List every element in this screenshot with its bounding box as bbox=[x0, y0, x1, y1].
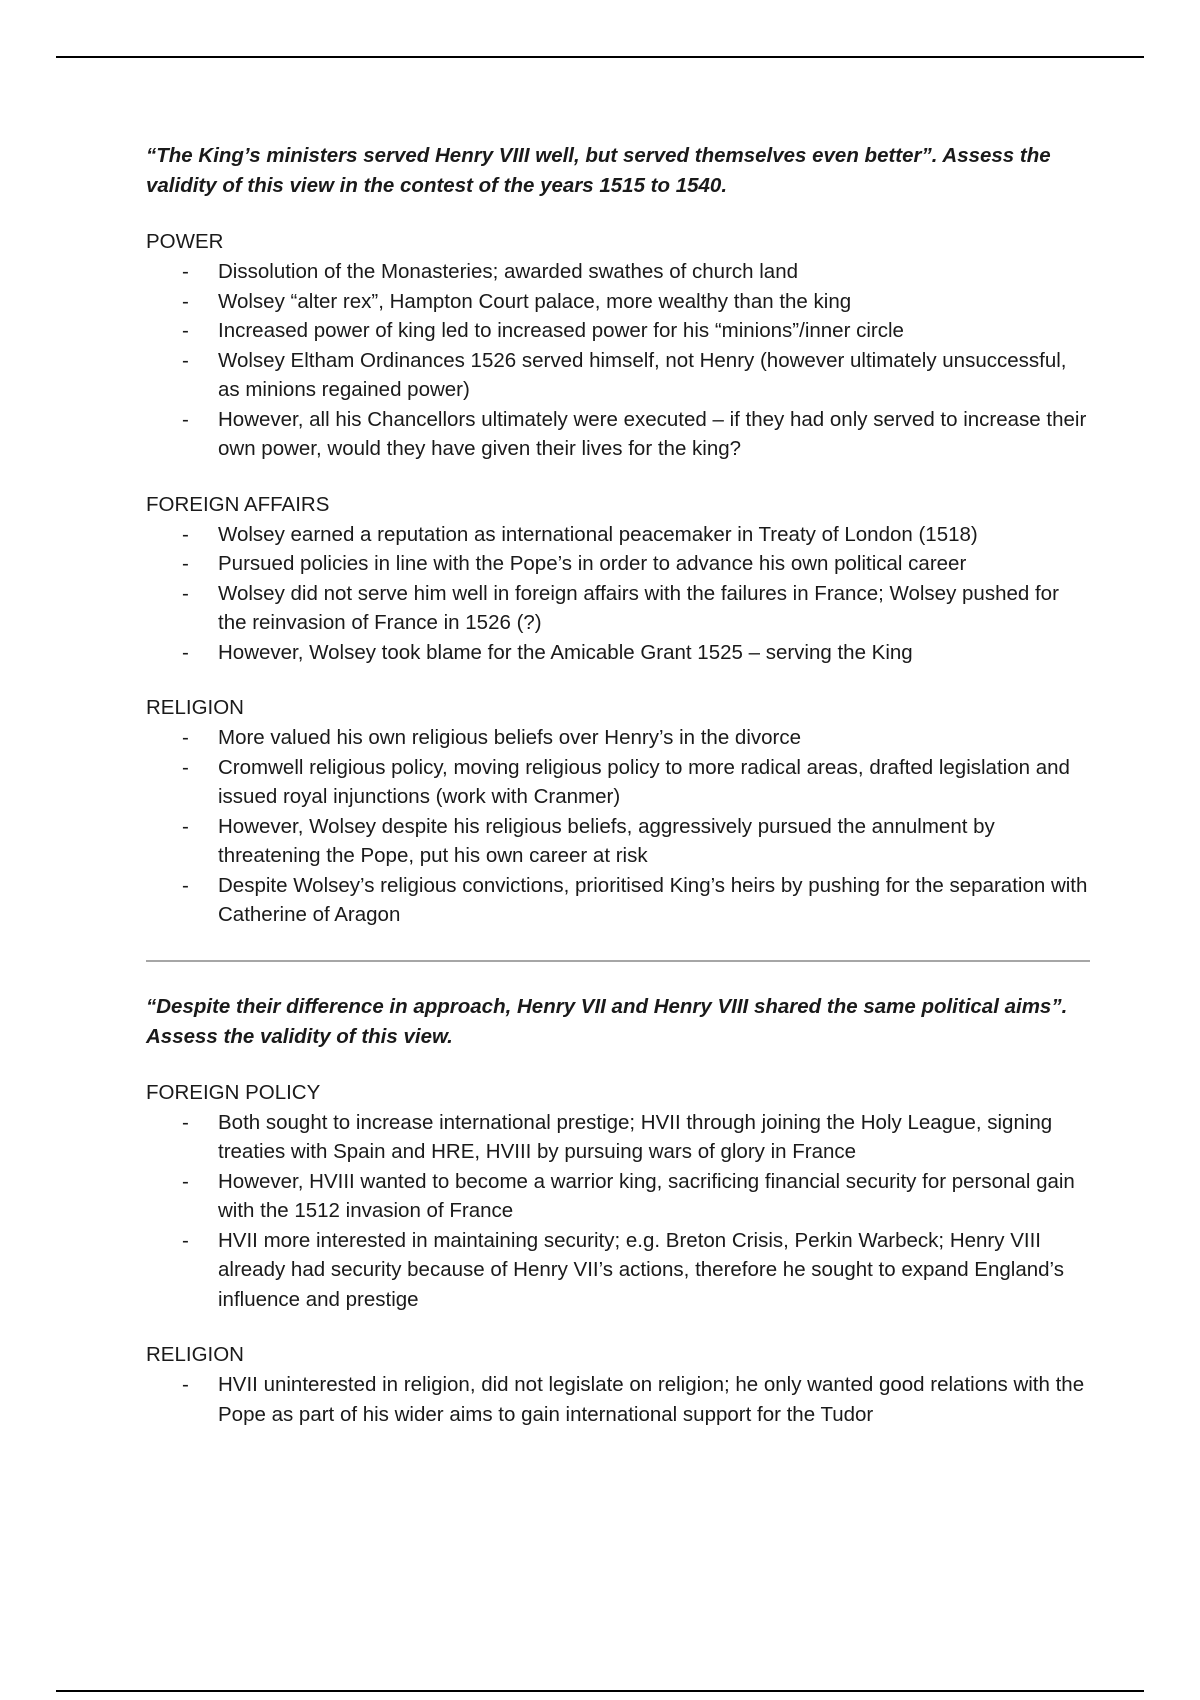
list-item bbox=[146, 723, 1090, 753]
list-item-text: Despite Wolsey’s religious convictions, prioritised King’s heirs by pushing for the separation with Catherine of Aragon bbox=[218, 873, 1088, 926]
essay-2 bbox=[146, 992, 1090, 1430]
list-item bbox=[146, 287, 1090, 317]
list-item-text: Dissolution of the Monasteries; awarded swathes of church land bbox=[218, 260, 799, 283]
list-item bbox=[146, 1108, 1090, 1167]
bullet-dash: - bbox=[182, 289, 189, 313]
list-item bbox=[146, 812, 1090, 871]
list-item bbox=[146, 520, 1090, 550]
bullet-list bbox=[146, 723, 1090, 930]
bottom-page-rule bbox=[56, 1690, 1144, 1692]
list-item bbox=[146, 753, 1090, 812]
section-heading: RELIGION bbox=[146, 696, 244, 719]
bullet-dash: - bbox=[182, 522, 189, 546]
top-page-rule bbox=[56, 56, 1144, 58]
bullet-dash: - bbox=[182, 1110, 189, 1134]
list-item-text: However, Wolsey took blame for the Amicable Grant 1525 – serving the King bbox=[218, 640, 913, 664]
bullet-dash: - bbox=[182, 581, 189, 605]
section-heading: FOREIGN POLICY bbox=[146, 1080, 321, 1104]
section-heading: POWER bbox=[146, 230, 224, 253]
list-item-text: However, all his Chancellors ultimately were executed – if they had only served to increase their own power, would they have given their lives for the king? bbox=[218, 407, 1087, 460]
bullet-dash: - bbox=[182, 726, 189, 749]
essay-1-section-power bbox=[146, 227, 1090, 464]
section-heading: RELIGION bbox=[146, 1343, 244, 1366]
list-item-text: Cromwell religious policy, moving religious policy to more radical areas, drafted legislation and issued royal injunctions (work with Cranmer) bbox=[218, 755, 1070, 808]
essay-1-question: “The King’s ministers served Henry VIII well, but served themselves even better”. Assess the validity of this view in the contest of the years 1515 to 1540. bbox=[146, 144, 1051, 197]
list-item bbox=[146, 316, 1090, 346]
bullet-dash: - bbox=[182, 640, 189, 664]
essay-2-section-religion bbox=[146, 1340, 1090, 1429]
list-item-text: Both sought to increase international prestige; HVII through joining the Holy League, signing treaties with Spain and HRE, HVIII by pursuing wars of glory in France bbox=[218, 1110, 1053, 1163]
bullet-dash: - bbox=[182, 873, 189, 897]
bullet-dash: - bbox=[182, 407, 189, 431]
bullet-dash: - bbox=[182, 319, 189, 342]
bullet-list bbox=[146, 257, 1090, 464]
bullet-dash: - bbox=[182, 814, 189, 838]
bullet-dash: - bbox=[182, 1228, 189, 1252]
list-item-text: Pursued policies in line with the Pope’s in order to advance his own political career bbox=[218, 552, 967, 575]
bullet-list bbox=[146, 520, 1090, 668]
essay-2-question: “Despite their difference in approach, Henry VII and Henry VIII shared the same political aims”. Assess the validity of this view. bbox=[146, 994, 1068, 1048]
essay-1-section-religion bbox=[146, 693, 1090, 930]
list-item-text: Wolsey “alter rex”, Hampton Court palace, more wealthy than the king bbox=[218, 289, 852, 313]
list-item bbox=[146, 257, 1090, 287]
bullet-dash: - bbox=[182, 1169, 189, 1193]
bullet-dash: - bbox=[182, 260, 189, 283]
list-item bbox=[146, 405, 1090, 464]
bullet-dash: - bbox=[182, 755, 189, 779]
bullet-dash: - bbox=[182, 1373, 189, 1396]
bullet-list bbox=[146, 1370, 1090, 1429]
list-item bbox=[146, 549, 1090, 579]
list-item-text: Wolsey earned a reputation as international peacemaker in Treaty of London (1518) bbox=[218, 522, 978, 546]
list-item-text: Increased power of king led to increased power for his “minions”/inner circle bbox=[218, 319, 904, 342]
list-item-text: HVII uninterested in religion, did not legislate on religion; he only wanted good relations with the Pope as part of his wider aims to gain international support for the Tudor bbox=[218, 1373, 1085, 1426]
section-divider bbox=[146, 960, 1090, 962]
essay-2-section-foreign-policy bbox=[146, 1078, 1090, 1315]
list-item-text: However, HVIII wanted to become a warrior king, sacrificing financial security for personal gain with the 1512 invasion of France bbox=[218, 1169, 1075, 1222]
list-item-text: HVII more interested in maintaining security; e.g. Breton Crisis, Perkin Warbeck; Henry VIII already had security because of Henry VII’s actions, therefore he sought to expand England’s influence and prestige bbox=[218, 1228, 1064, 1311]
document-body bbox=[146, 141, 1090, 1429]
list-item bbox=[146, 1167, 1090, 1226]
bullet-dash: - bbox=[182, 552, 189, 575]
list-item bbox=[146, 346, 1090, 405]
list-item bbox=[146, 579, 1090, 638]
section-heading: FOREIGN AFFAIRS bbox=[146, 492, 330, 516]
essay-1 bbox=[146, 141, 1090, 930]
list-item-text: However, Wolsey despite his religious beliefs, aggressively pursued the annulment by threatening the Pope, put his own career at risk bbox=[218, 814, 995, 867]
essay-1-section-foreign-affairs bbox=[146, 490, 1090, 668]
list-item bbox=[146, 871, 1090, 930]
list-item-text: Wolsey did not serve him well in foreign affairs with the failures in France; Wolsey pushed for the reinvasion of France in 1526 (?) bbox=[218, 581, 1059, 634]
list-item-text: More valued his own religious beliefs over Henry’s in the divorce bbox=[218, 726, 802, 749]
list-item bbox=[146, 638, 1090, 668]
bullet-dash: - bbox=[182, 348, 189, 372]
list-item bbox=[146, 1370, 1090, 1429]
bullet-list bbox=[146, 1108, 1090, 1315]
list-item bbox=[146, 1226, 1090, 1315]
list-item-text: Wolsey Eltham Ordinances 1526 served himself, not Henry (however ultimately unsuccessful, as minions regained power) bbox=[218, 348, 1067, 401]
